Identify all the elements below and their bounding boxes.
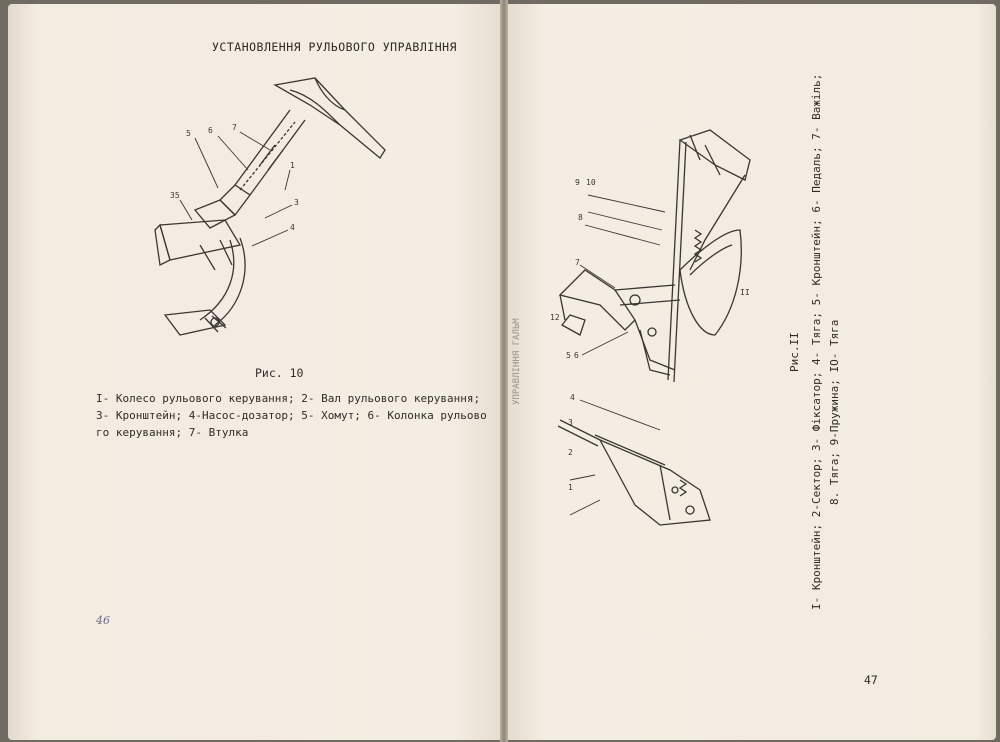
callout-4-right: 4 xyxy=(570,393,575,402)
legend-right-line-2: 8. Тяга; 9-Пружина; IO- Тяга xyxy=(828,319,841,505)
handwritten-page-note: 46 xyxy=(96,614,110,627)
legend-line-1: I- Колесо рульового керування; 2- Вал рульового керування; xyxy=(96,392,481,405)
steering-assembly-drawing xyxy=(140,70,400,360)
gutter-bleed-text: УПРАВЛІННЯ ГАЛЬМ xyxy=(512,318,522,405)
brake-control-drawing xyxy=(540,120,770,540)
callout-10: 10 xyxy=(586,178,596,187)
legend-line-3: го керування; 7- Втулка xyxy=(96,426,249,439)
callout-6-right: 6 xyxy=(574,351,579,360)
callout-8: 8 xyxy=(578,213,583,222)
page-number: 47 xyxy=(864,673,878,687)
figure-caption-right: Рис.II xyxy=(788,332,801,372)
callout-7: 7 xyxy=(232,123,237,132)
callout-12: 12 xyxy=(550,313,560,322)
figure-caption-left: Рис. 10 xyxy=(255,366,304,380)
callout-5: 5 xyxy=(186,129,191,138)
callout-5-right: 5 xyxy=(566,351,571,360)
callout-9: 9 xyxy=(575,178,580,187)
callout-2-right: 2 xyxy=(568,448,573,457)
page-header: УСТАНОВЛЕННЯ РУЛЬОВОГО УПРАВЛІННЯ xyxy=(212,40,457,54)
callout-3-right: 3 xyxy=(568,418,573,427)
book-gutter xyxy=(500,0,508,742)
callout-3: 3 xyxy=(294,198,299,207)
callout-35: 35 xyxy=(170,191,180,200)
callout-11: II xyxy=(740,288,750,297)
callout-4: 4 xyxy=(290,223,295,232)
callout-1-right: 1 xyxy=(568,483,573,492)
callout-1: 1 xyxy=(290,161,295,170)
legend-line-2: 3- Кронштейн; 4-Насос-дозатор; 5- Хомут; 6- Колонка рульово xyxy=(96,409,487,422)
callout-7-right: 7 xyxy=(575,258,580,267)
callout-6: 6 xyxy=(208,126,213,135)
legend-right-line-1: I- Кронштейн; 2-Сектор; 3- Фіксатор; 4- Тяга; 5- Кронштейн; 6- Педаль; 7- Важіль; xyxy=(810,73,823,610)
